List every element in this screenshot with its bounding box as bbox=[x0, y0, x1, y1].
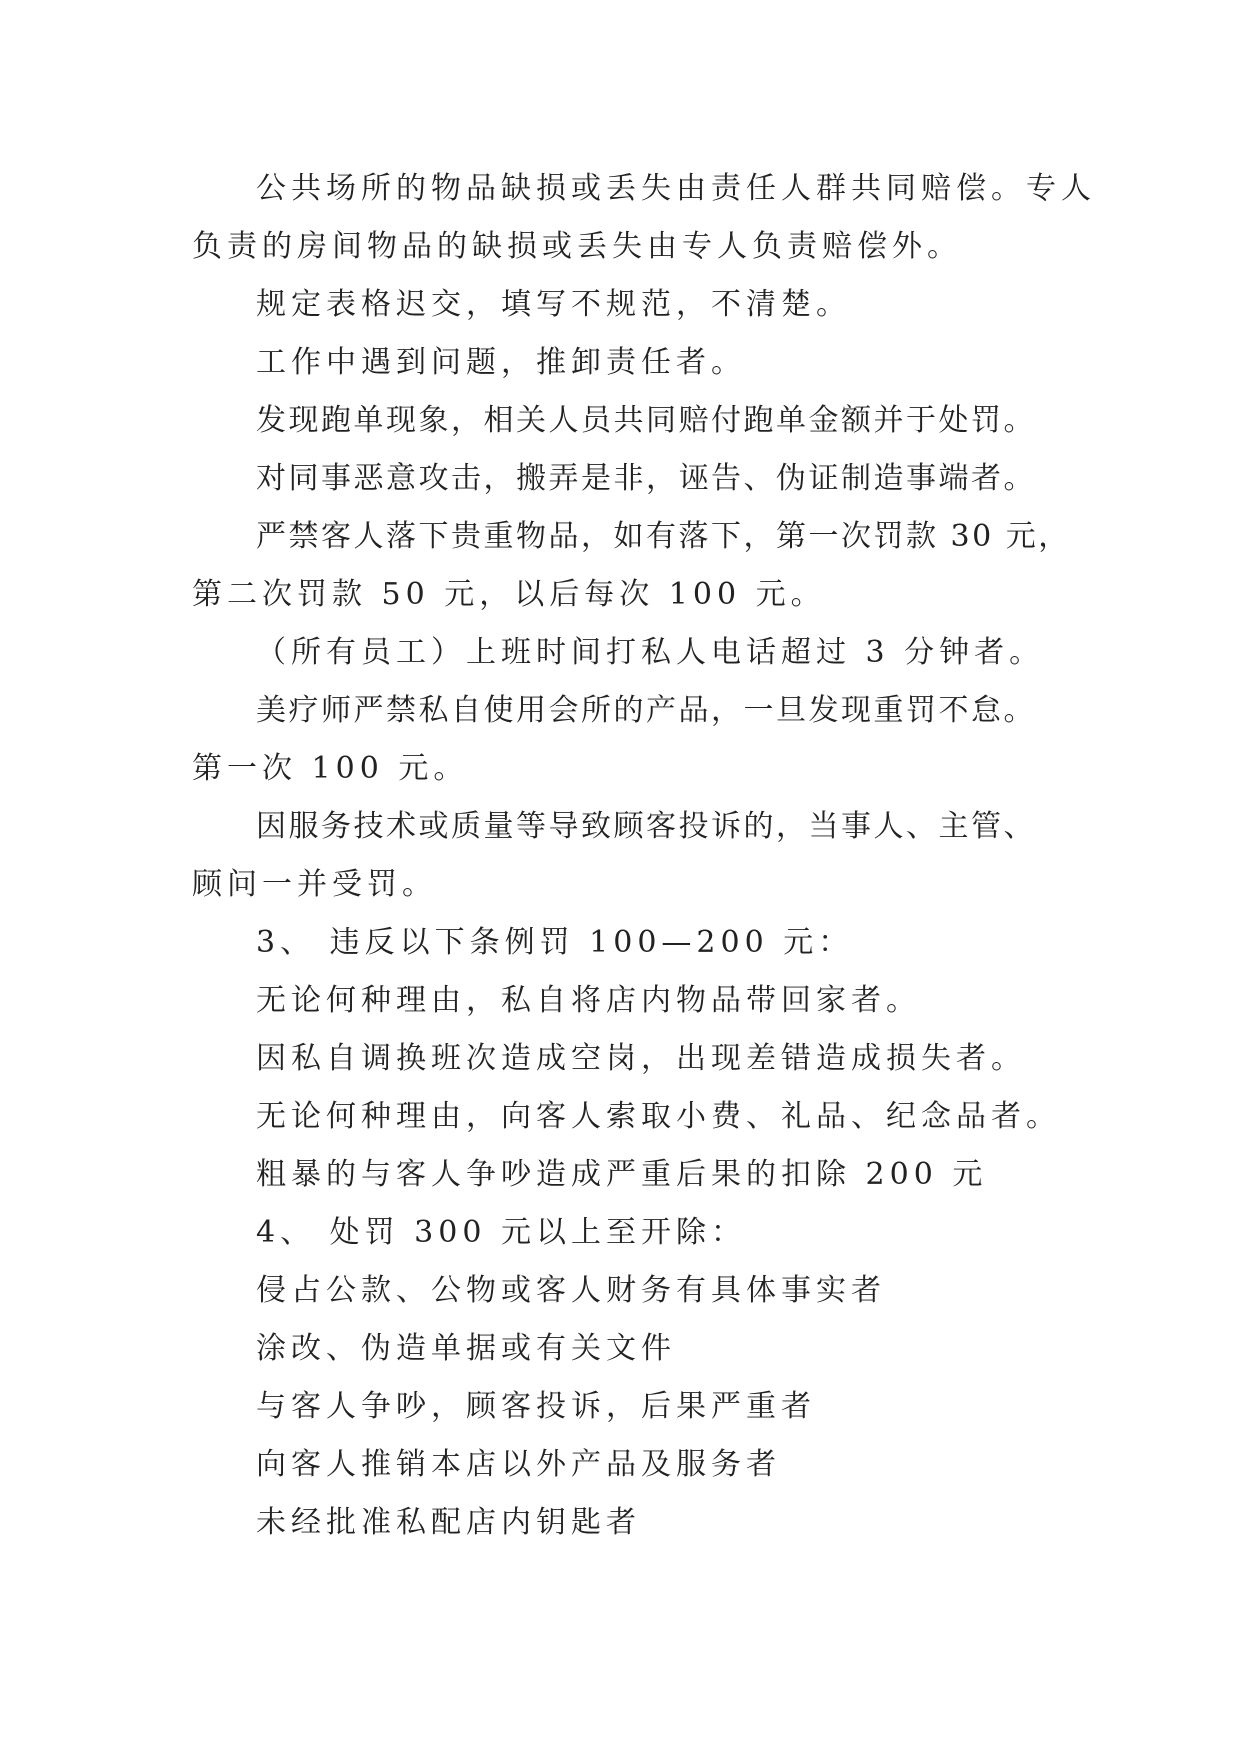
paragraph-line: 工作中遇到问题，推卸责任者。 bbox=[256, 345, 746, 380]
paragraph-line: 发现跑单现象，相关人员共同赔付跑单金额并于处罚。 bbox=[256, 403, 1036, 438]
list-item: 无论何种理由，向客人索取小费、礼品、纪念品者。 bbox=[256, 1099, 1061, 1134]
paragraph-line: 第二次罚款 50 元，以后每次 100 元。 bbox=[192, 577, 826, 612]
paragraph-line: 公共场所的物品缺损或丢失由责任人群共同赔偿。专人 bbox=[256, 171, 1096, 206]
list-item: 无论何种理由，私自将店内物品带回家者。 bbox=[256, 983, 921, 1018]
paragraph-line: 美疗师严禁私自使用会所的产品，一旦发现重罚不怠。 bbox=[256, 693, 1036, 728]
paragraph-line: 负责的房间物品的缺损或丢失由专人负责赔偿外。 bbox=[192, 229, 962, 264]
paragraph-line: 对同事恶意攻击，搬弄是非，诬告、伪证制造事端者。 bbox=[256, 461, 1036, 496]
paragraph-line: 顾问一并受罚。 bbox=[192, 867, 437, 902]
list-item: 未经批准私配店内钥匙者 bbox=[256, 1505, 641, 1540]
paragraph-line: 规定表格迟交，填写不规范，不清楚。 bbox=[256, 287, 851, 322]
section-heading: 4、 处罚 300 元以上至开除： bbox=[256, 1215, 746, 1250]
list-item: 与客人争吵，顾客投诉，后果严重者 bbox=[256, 1389, 816, 1424]
list-item: 因私自调换班次造成空岗，出现差错造成损失者。 bbox=[256, 1041, 1026, 1076]
list-item: 粗暴的与客人争吵造成严重后果的扣除 200 元 bbox=[256, 1157, 988, 1192]
paragraph-line: （所有员工）上班时间打私人电话超过 3 分钟者。 bbox=[256, 635, 1045, 670]
paragraph-line: 因服务技术或质量等导致顾客投诉的，当事人、主管、 bbox=[256, 809, 1036, 844]
list-item: 涂改、伪造单据或有关文件 bbox=[256, 1331, 676, 1366]
section-heading: 3、 违反以下条例罚 100—200 元： bbox=[256, 925, 854, 960]
paragraph-line: 第一次 100 元。 bbox=[192, 751, 469, 786]
list-item: 侵占公款、公物或客人财务有具体事实者 bbox=[256, 1273, 886, 1308]
list-item: 向客人推销本店以外产品及服务者 bbox=[256, 1447, 781, 1482]
document-body bbox=[192, 160, 1096, 1552]
paragraph-line: 严禁客人落下贵重物品，如有落下，第一次罚款 30 元， bbox=[256, 519, 1071, 554]
